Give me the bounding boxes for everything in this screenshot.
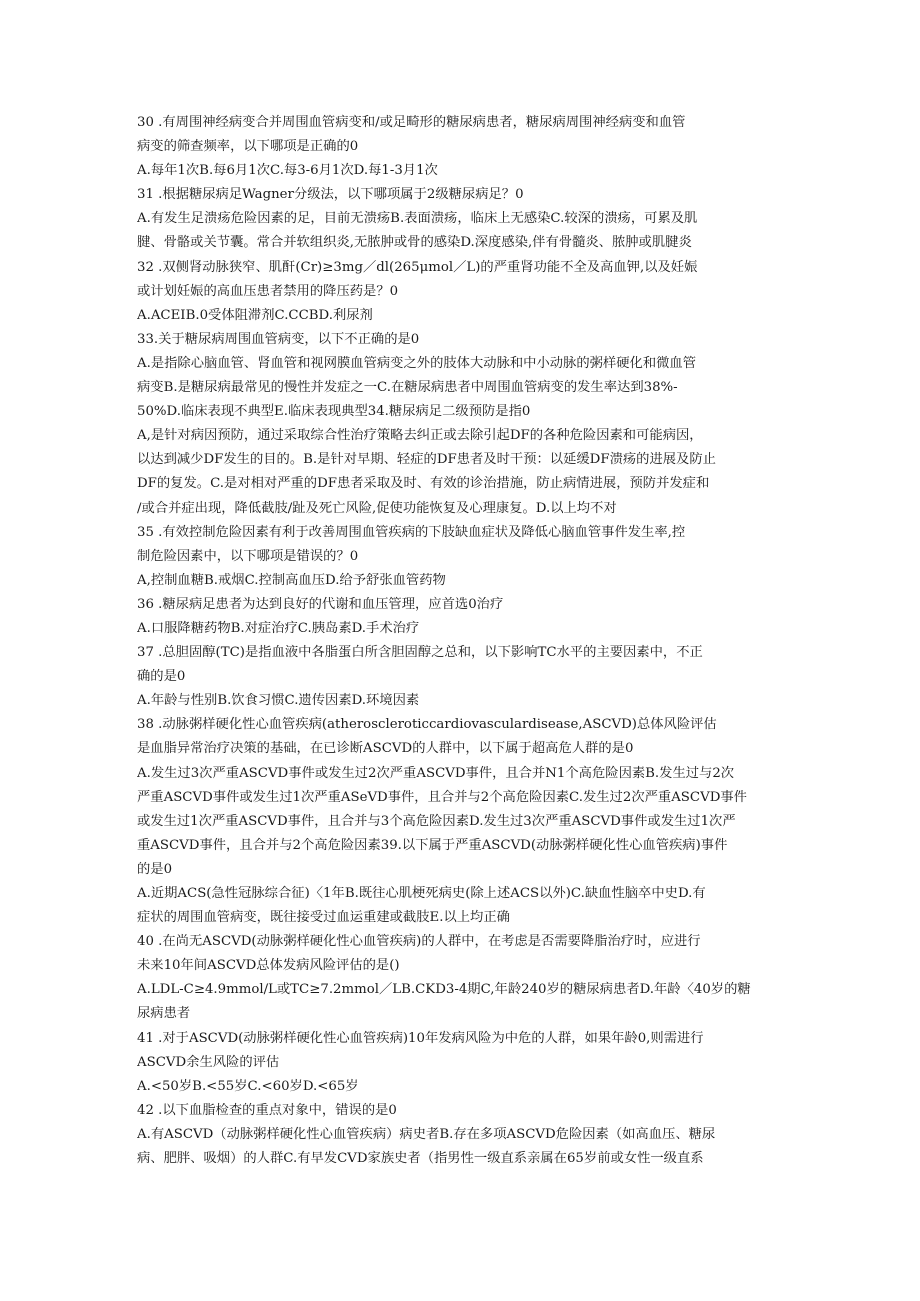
text-line: 33.关于糖尿病周围血管病变，以下不正确的是0 [137, 331, 420, 347]
text-line: DF的复发。C.是对相对严重的DF患者采取及时、有效的诊治措施，防止病情进展，预防并发症和 [137, 476, 710, 492]
text-line: 的是0 [137, 861, 173, 877]
text-line: 病变B.是糖尿病最常见的慢性并发症之一C.在糖尿病患者中周围血管病变的发生率达到38%- [137, 380, 678, 396]
text-line: 40 .在尚无ASCVD(动脉粥样硬化性心血管疾病)的人群中，在考虑是否需要降脂治疗时，应进行 [137, 934, 701, 950]
text-line: 制危险因素中，以下哪项是错误的？0 [137, 548, 359, 564]
text-line: A.近期ACS(急性冠脉综合征)〈1年B.既往心肌梗死病史(除上述ACS以外)C.缺血性脑卒中史D.有 [137, 886, 706, 901]
text-line: A.<50岁B.<55岁C.<60岁D.<65岁 [137, 1078, 359, 1094]
text-line: 37 .总胆固醇(TC)是指血液中各脂蛋白所含胆固醇之总和，以下影响TC水平的主要因素中，不正 [137, 645, 703, 661]
text-line: A.有发生足溃疡危险因素的足，目前无溃疡B.表面溃疡，临床上无感染C.较深的溃疡，可累及肌 [137, 211, 698, 227]
text-line: A.有ASCVD（动脉粥样硬化性心血管疾病）病史者B.存在多项ASCVD危险因素（如高血压、糖尿 [137, 1126, 716, 1142]
text-line: 32 .双侧肾动脉狭窄、肌酐(Cr)≥3mg／dl(265μmol／L)的严重肾功能不全及高血钾,以及妊娠 [137, 259, 698, 275]
text-line: 腱、骨骼或关节囊。常合并软组织炎,无脓肿或骨的感染D.深度感染,伴有骨髓炎、脓肿或肌腱炎 [137, 235, 692, 251]
text-line: A,是针对病因预防，通过采取综合性治疗策略去纠正或去除引起DF的各种危险因素和可能病因， [137, 428, 703, 444]
text-line: 重ASCVD事件，且合并与2个高危险因素39.以下属于严重ASCVD(动脉粥样硬化性心血管疾病)事件 [137, 837, 728, 853]
text-line: 严重ASCVD事件或发生过1次严重ASeVD事件，且合并与2个高危险因素C.发生过2次严重ASCVD事件 [137, 789, 747, 805]
text-line: A.口服降糖药物B.对症治疗C.胰岛素D.手术治疗 [137, 620, 420, 636]
text-line: 是血脂异常治疗决策的基础，在已诊断ASCVD的人群中，以下属于超高危人群的是0 [137, 741, 634, 757]
text-line: A.年龄与性别B.饮食习惯C.遗传因素D.环境因素 [137, 693, 420, 709]
text-line: 41 .对于ASCVD(动脉粥样硬化性心血管疾病)10年发病风险为中危的人群，如果年龄0,则需进行 [137, 1030, 704, 1046]
text-line: 31 .根据糖尿病足Wagner分级法，以下哪项属于2级糖尿病足？0 [137, 187, 524, 203]
text-line: 确的是0 [137, 669, 186, 685]
document-body [137, 111, 787, 1171]
text-line: 38 .动脉粥样硬化性心血管疾病(atheroscleroticcardiovasculardisease,ASCVD)总体风险评估 [137, 717, 717, 733]
text-line: /或合并症出现，降低截肢/趾及死亡风险,促使功能恢复及心理康复。D.以上均不对 [137, 500, 617, 516]
text-line: 病、肥胖、吸烟）的人群C.有早发CVD家族史者（指男性一级直系亲属在65岁前或女性一级直系 [137, 1151, 704, 1167]
text-line: 以达到减少DF发生的目的。B.是针对早期、轻症的DF患者及时干预：以延缓DF溃疡的进展及防止 [137, 452, 716, 468]
text-line: A.ACEIB.0受体阻滞剂C.CCBD.利尿剂 [137, 307, 373, 323]
text-line: 未来10年间ASCVD总体发病风险评估的是() [137, 958, 400, 974]
text-line: ASCVD余生风险的评估 [137, 1054, 280, 1070]
text-line: A,控制血糖B.戒烟C.控制高血压D.给予舒张血管药物 [137, 572, 446, 588]
text-line: 42 .以下血脂检查的重点对象中，错误的是0 [137, 1102, 397, 1118]
text-line: A.每年1次B.每6月1次C.每3-6月1次D.每1-3月1次 [137, 163, 438, 179]
text-line: 或发生过1次严重ASCVD事件，且合并与3个高危险因素D.发生过3次严重ASCVD事件或发生过1次严 [137, 813, 736, 829]
text-line: 35 .有效控制危险因素有利于改善周围血管疾病的下肢缺血症状及降低心脑血管事件发生率,控 [137, 524, 686, 540]
text-line: 病变的筛查频率，以下哪项是正确的0 [137, 139, 359, 155]
text-line: 36 .糖尿病足患者为达到良好的代谢和血压管理，应首选0治疗 [137, 596, 504, 612]
text-line: 或计划妊娠的高血压患者禁用的降压药是？0 [137, 283, 399, 299]
text-line: A.是指除心脑血管、肾血管和视网膜血管病变之外的肢体大动脉和中小动脉的粥样硬化和微血管 [137, 355, 696, 371]
text-line: 50%D.临床表现不典型E.临床表现典型34.糖尿病足二级预防是指0 [137, 404, 531, 420]
text-line: A.发生过3次严重ASCVD事件或发生过2次严重ASCVD事件，且合并N1个高危险因素B.发生过与2次 [137, 765, 735, 781]
text-line: 30 .有周围神经病变合并周围血管病变和/或足畸形的糖尿病患者，糖尿病周围神经病变和血管 [137, 115, 686, 130]
text-line: 症状的周围血管病变，既往接受过血运重建或截肢E.以上均正确 [137, 910, 510, 926]
text-line: 尿病患者 [137, 1006, 191, 1022]
text-line: A.LDL-C≥4.9mmol/L或TC≥7.2mmol／LB.CKD3-4期C,年龄240岁的糖尿病患者D.年龄〈40岁的糖 [137, 982, 751, 998]
